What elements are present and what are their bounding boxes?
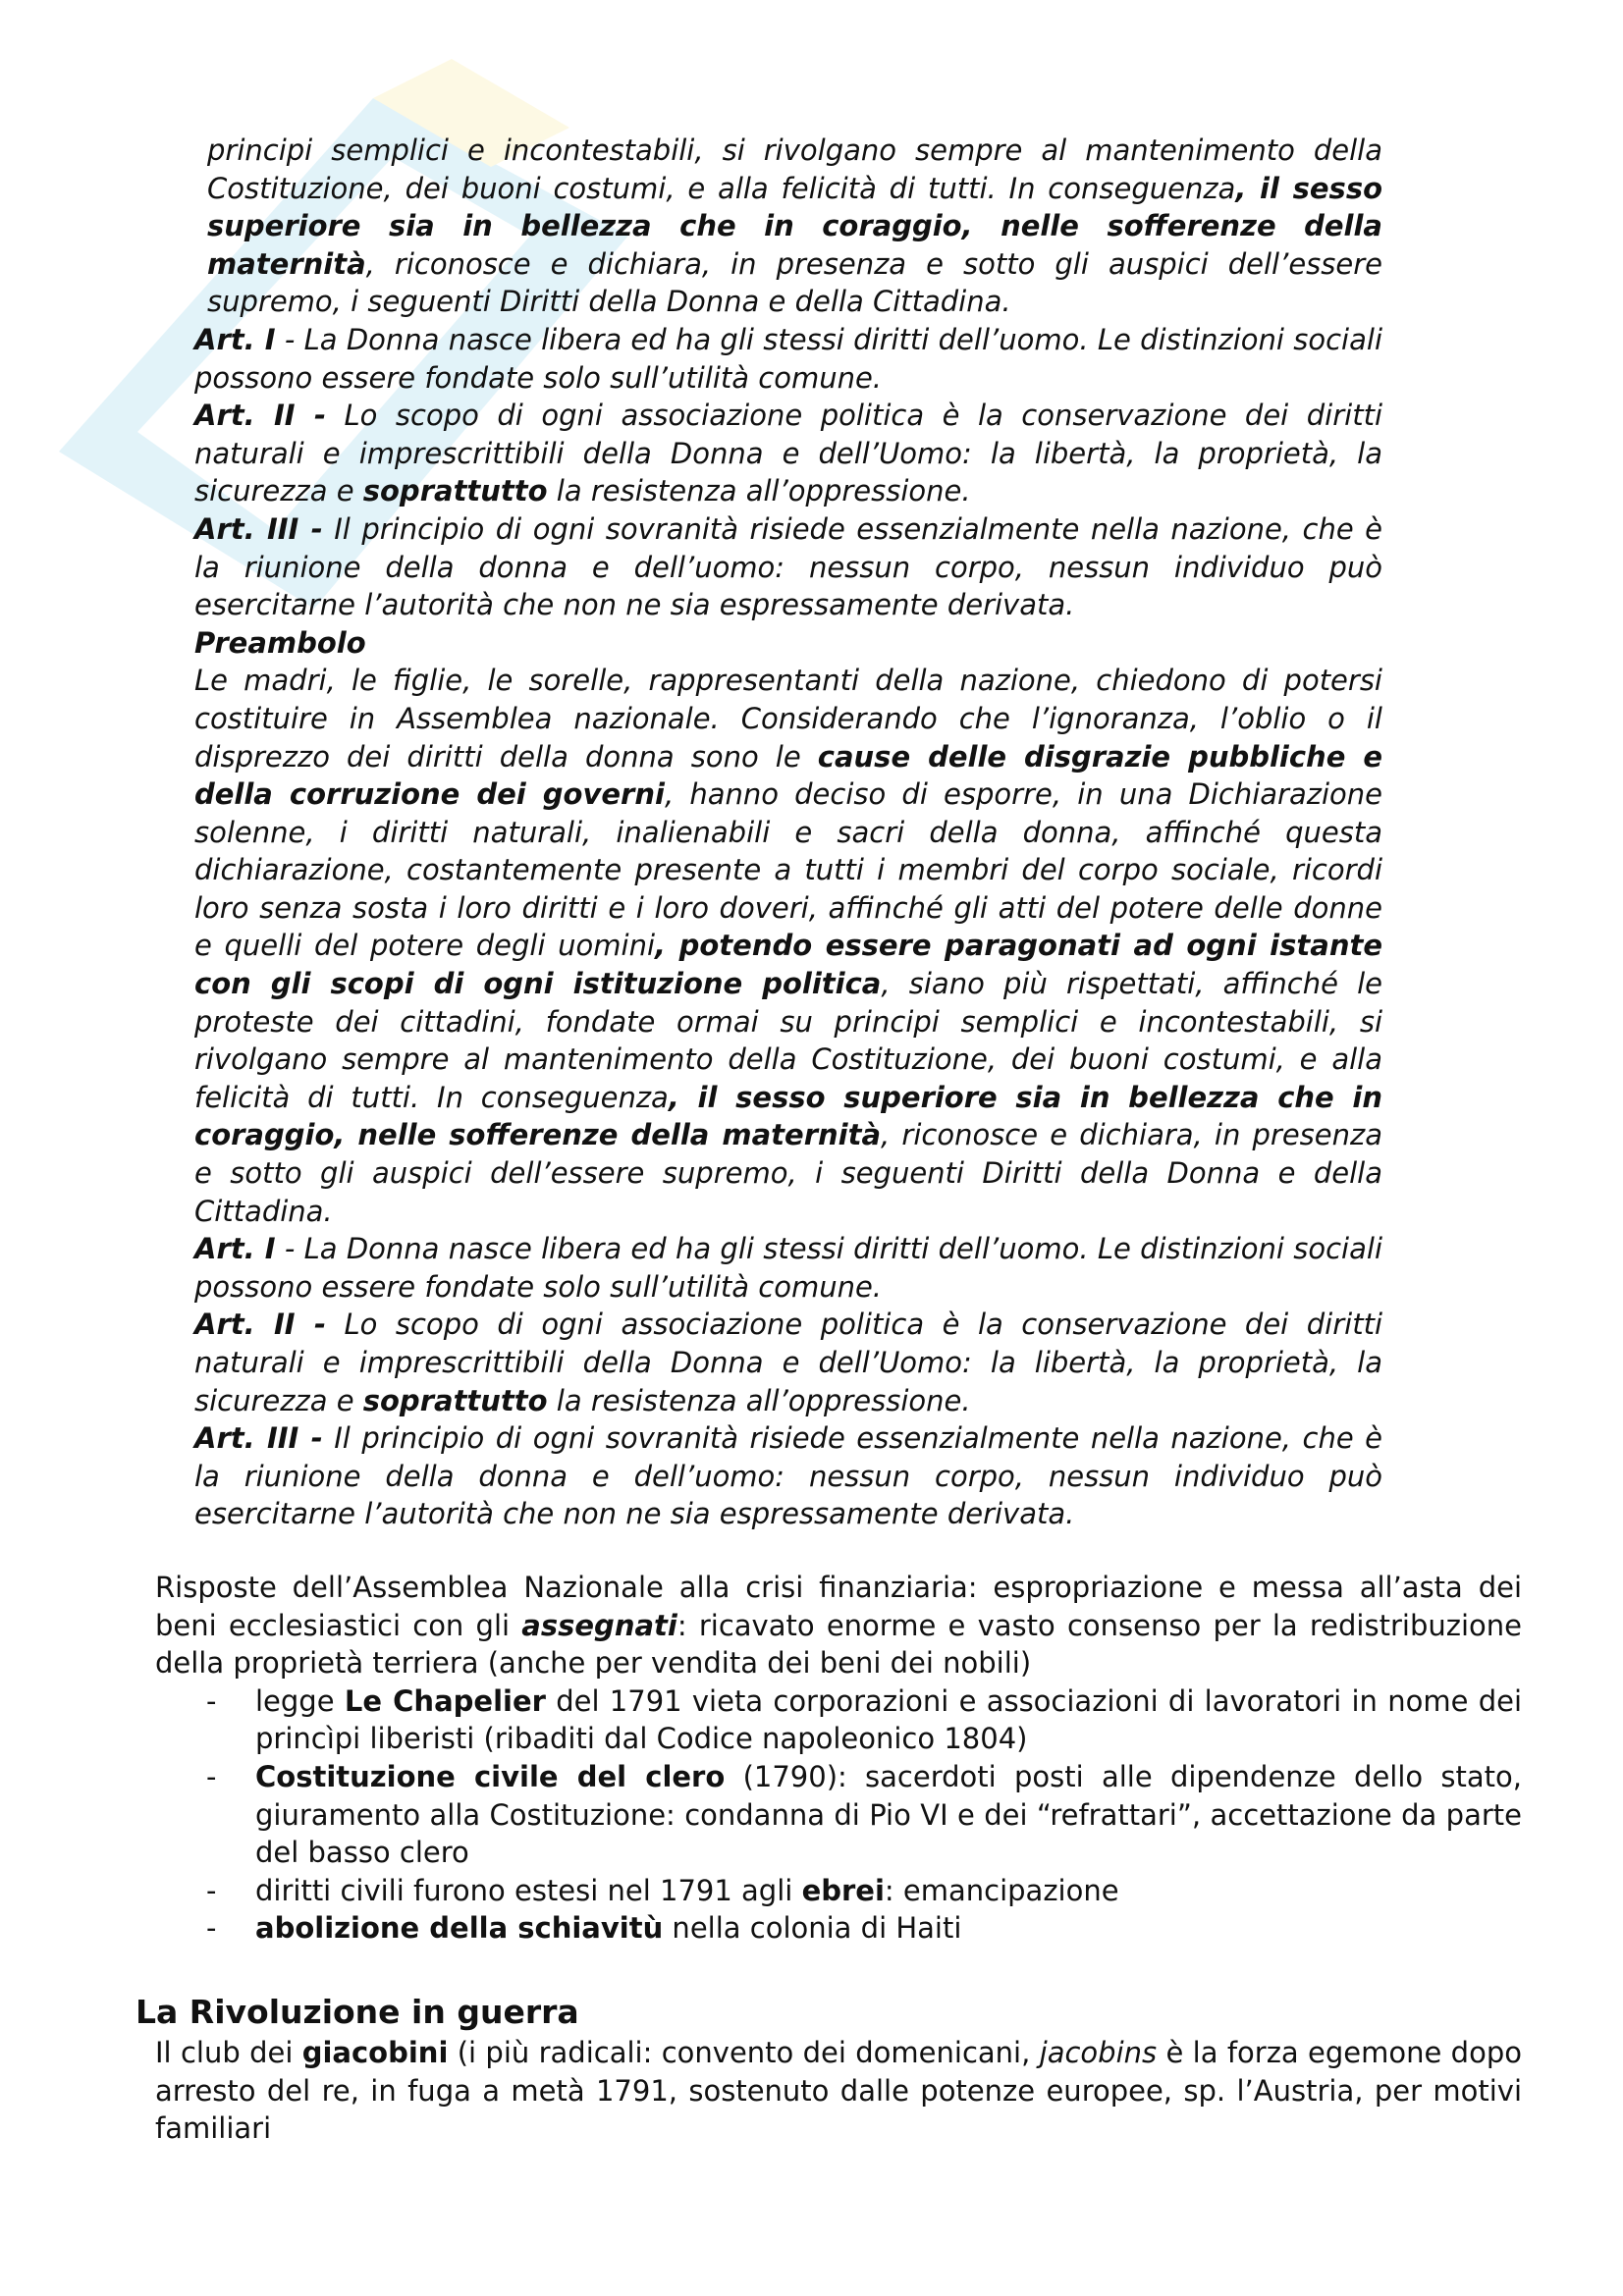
reforms-list (155, 1682, 1522, 1948)
list-item: - diritti civili furono estesi nel 1791 agli ebrei: emancipazione (206, 1873, 1119, 1907)
list-item: - Costituzione civile del clero (1790): sacerdoti posti alle dipendenze dello stato, giuramento alla Costituzione: condanna di Pio VI e dei “refrattari”, accettazione da parte del basso clero (206, 1759, 1523, 1870)
article-3-repeat: Art. III - Il principio di ogni sovranità risiede essenzialmente nella nazione, che è la riunione della donna e dell’uomo: nessun corpo, nessun individuo può esercitarne l’autorità che non ne sia espressamente derivata. (194, 1421, 1382, 1531)
article-2-repeat: Art. II - Lo scopo di ogni associazione politica è la conservazione dei diritti naturali e imprescrittibili della Donna e dell’Uomo: la libertà, la proprietà, la sicurezza e soprattutto la resistenza all’oppressione. (194, 1308, 1382, 1417)
article-3: Art. III - Il principio di ogni sovranità risiede essenzialmente nella nazione, che è la riunione della donna e dell’uomo: nessun corpo, nessun individuo può esercitarne l’autorità che non ne sia espressamente derivata. (194, 511, 1382, 622)
section-heading: La Rivoluzione in guerra (135, 1993, 579, 2031)
list-item: - legge Le Chapelier del 1791 vieta corporazioni e associazioni di lavoratori in nome dei princìpi liberisti (ribaditi dal Codice napoleonico 1804) (206, 1683, 1522, 1756)
quote-paragraph-conclusion-1: principi semplici e incontestabili, si rivolgano sempre al mantenimento della Costituzione, dei buoni costumi, e alla felicità di tutti. In conseguenza, il sesso superiore sia in bellezza che in coraggio, nelle sofferenze della maternità, riconosce e dichiara, in presenza e sotto gli auspici dell’essere supremo, i seguenti Diritti della Donna e della Cittadina. (207, 133, 1383, 319)
assembly-intro-paragraph: Risposte dell’Assemblea Nazionale alla crisi finanziaria: espropriazione e messa all’asta dei beni ecclesiastici con gli assegnati: ricavato enorme e vasto consenso per la redistribuzione della proprietà terriera (anche per vendita dei beni dei nobili) (155, 1571, 1522, 1681)
article-1-repeat: Art. I - La Donna nasce libera ed ha gli stessi diritti dell’uomo. Le distinzioni sociali possono essere fondate solo sull’utilità comune. (194, 1232, 1382, 1304)
article-1: Art. I - La Donna nasce libera ed ha gli stessi diritti dell’uomo. Le distinzioni sociali possono essere fondate solo sull’utilità comune. (194, 322, 1382, 395)
article-2: Art. II - Lo scopo di ogni associazione politica è la conservazione dei diritti naturali e imprescrittibili della Donna e dell’Uomo: la libertà, la proprietà, la sicurezza e soprattutto la resistenza all’oppressione. (194, 399, 1382, 508)
section-paragraph: Il club dei giacobini (i più radicali: convento dei domenicani, jacobins è la forza egemone dopo arresto del re, in fuga a metà 1791, sostenuto dalle potenze europee, sp. l’Austria, per motivi familiari (155, 2036, 1522, 2146)
declaration-quote-block (194, 132, 1382, 1533)
preamble-heading: Preambolo (194, 625, 366, 660)
list-item: - abolizione della schiavitù nella colonia di Haiti (206, 1911, 962, 1946)
preamble-paragraph: Le madri, le figlie, le sorelle, rappresentanti della nazione, chiedono di potersi costituire in Assemblea nazionale. Considerando che l’ignoranza, l’oblio o il disprezzo dei diritti della donna sono le cause delle disgrazie pubbliche e della corruzione dei governi, hanno deciso di esporre, in una Dichiarazione solenne, i diritti naturali, inalienabili e sacri della donna, affinché questa dichiarazione, costantemente presente a tutti i membri del corpo sociale, ricordi loro senza sosta i loro diritti e i loro doveri, affinché gli atti del potere delle donne e quelli del potere degli uomini, potendo essere paragonati ad ogni istante con gli scopi di ogni istituzione politica, siano più rispettati, affinché le proteste dei cittadini, fondate ormai su principi semplici e incontestabili, si rivolgano sempre al mantenimento della Costituzione, dei buoni costumi, e alla felicità di tutti. In conseguenza, il sesso superiore sia in bellezza che in coraggio, nelle sofferenze della maternità, riconosce e dichiara, in presenza e sotto gli auspici dell’essere supremo, i seguenti Diritti della Donna e della Cittadina. (194, 664, 1383, 1228)
assembly-responses (155, 1569, 1522, 1948)
